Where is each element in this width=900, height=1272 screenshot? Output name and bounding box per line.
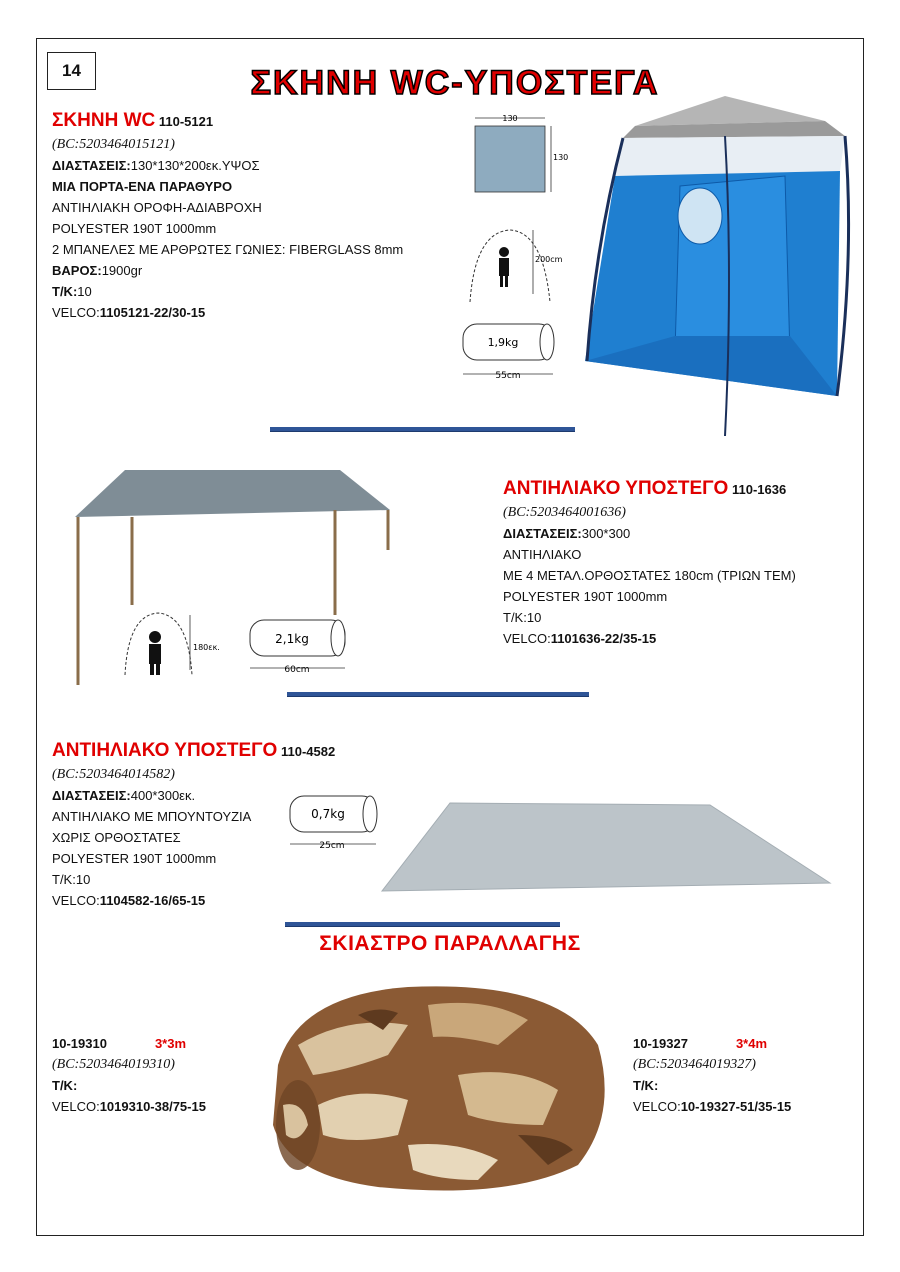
bag-length-label: 55cm — [495, 371, 521, 381]
product-code: 110-5121 — [158, 114, 214, 129]
shade-300-info — [503, 476, 796, 649]
feature: ΧΩΡΙΣ ΟΡΘΟΣΤΑΤΕΣ — [52, 830, 181, 845]
product-name: ΑΝΤΙΗΛΙΑΚΟ ΥΠΟΣΤΕΓΟ — [503, 478, 729, 499]
tk-label: Τ/Κ: — [503, 610, 527, 625]
tk-label: Τ/Κ: — [52, 284, 78, 299]
shade-400-image — [380, 795, 832, 895]
velco-label: VELCO: — [52, 1099, 100, 1114]
bag-length-label: 60cm — [284, 665, 310, 675]
feature: POLYESTER 190T 1000mm — [503, 589, 668, 604]
velco-value: 1104582-16/65-15 — [99, 893, 206, 908]
tk-value: 10 — [526, 610, 542, 625]
feature: ΜΕ 4 ΜΕΤΑΛ.ΟΡΘΟΣΤΑΤΕΣ 180cm (ΤΡΙΩΝ ΤΕΜ) — [503, 568, 796, 583]
tk-value: 10 — [75, 872, 91, 887]
section-divider — [287, 692, 589, 697]
tk-label: Τ/Κ: — [52, 872, 76, 887]
velco-label: VELCO: — [633, 1099, 681, 1114]
product-size: 3*3m — [154, 1036, 187, 1051]
product-name: ΣΚΗΝΗ WC — [52, 110, 156, 131]
weight-value: 1900gr — [101, 263, 143, 278]
bag-length-label: 25cm — [319, 841, 345, 851]
height-label: 200cm — [535, 255, 563, 264]
dims-label: ΔΙΑΣΤΑΣΕΙΣ: — [52, 158, 131, 173]
product-code: 10-19310 — [52, 1036, 107, 1051]
product-name: ΑΝΤΙΗΛΙΑΚΟ ΥΠΟΣΤΕΓΟ — [52, 740, 278, 761]
velco-value: 10-19327-51/35-15 — [680, 1099, 792, 1114]
feature: POLYESTER 190T 1000mm — [52, 221, 217, 236]
feature: ΑΝΤΙΗΛΙΑΚΟ ΜΕ ΜΠΟΥΝΤΟΥΖΙΑ — [52, 809, 252, 824]
product-code: 10-19327 — [633, 1036, 688, 1051]
velco-value: 1105121-22/30-15 — [99, 305, 206, 320]
velco-label: VELCO: — [52, 305, 100, 320]
barcode: (BC:5203464014582) — [52, 767, 175, 782]
wc-tent-info — [52, 108, 403, 323]
footprint-rect — [475, 126, 545, 192]
page-title: ΣΚΗΝΗ WC-ΥΠΟΣΤΕΓΑ — [250, 64, 660, 102]
tk-label: Τ/Κ: — [633, 1078, 659, 1093]
velco-value: 1101636-22/35-15 — [550, 631, 657, 646]
dims-value: 130*130*200εκ.ΥΨΟΣ — [130, 158, 260, 173]
velco-label: VELCO: — [503, 631, 551, 646]
feature: ΑΝΤΙΗΛΙΑΚΟ — [503, 547, 582, 562]
dims-value: 400*300εκ. — [130, 788, 196, 803]
bag-weight-label: 1,9kg — [487, 336, 519, 349]
barcode: (BC:5203464015121) — [52, 137, 175, 152]
feature: POLYESTER 190T 1000mm — [52, 851, 217, 866]
camo-section-title: ΣΚΙΑΣΤΡΟ ΠΑΡΑΛΛΑΓΗΣ — [319, 932, 581, 955]
dims-label: ΔΙΑΣΤΑΣΕΙΣ: — [503, 526, 582, 541]
page-number: 14 — [47, 52, 96, 90]
camo-right-info — [633, 1033, 791, 1117]
section-divider — [270, 427, 575, 432]
feature: ΑΝΤΙΗΛΙΑΚΗ ΟΡΟΦΗ-ΑΔΙΑΒΡΟΧΗ — [52, 200, 262, 215]
velco-value: 1019310-38/75-15 — [99, 1099, 206, 1114]
barcode: (BC:5203464001636) — [503, 505, 626, 520]
wc-tent-image — [575, 96, 860, 441]
bag-weight-label: 0,7kg — [311, 807, 345, 821]
bag-weight-label: 2,1kg — [275, 632, 309, 646]
product-code: 110-4582 — [280, 744, 336, 759]
footprint-width-label: 130 — [502, 114, 518, 123]
dims-value: 300*300 — [581, 526, 631, 541]
shade-400-bag-diagram — [282, 790, 382, 852]
camo-left-info — [52, 1033, 206, 1117]
product-size: 3*4m — [735, 1036, 768, 1051]
barcode: (BC:5203464019310) — [52, 1057, 175, 1072]
section-divider — [285, 922, 560, 927]
wc-tent-diagrams — [455, 112, 580, 382]
feature: ΜΙΑ ΠΟΡΤΑ-ΕΝΑ ΠΑΡΑΘΥΡΟ — [52, 179, 233, 194]
footprint-depth-label: 130 — [553, 153, 569, 162]
barcode: (BC:5203464019327) — [633, 1057, 756, 1072]
tk-label: Τ/Κ: — [52, 1078, 78, 1093]
product-code: 110-1636 — [731, 482, 787, 497]
weight-label: ΒΑΡΟΣ: — [52, 263, 102, 278]
dims-label: ΔΙΑΣΤΑΣΕΙΣ: — [52, 788, 131, 803]
feature: 2 ΜΠΑΝΕΛΕΣ ΜΕ ΑΡΘΡΩΤΕΣ ΓΩΝΙΕΣ: FIBERGLASS 8mm — [52, 242, 404, 257]
height-label: 180εκ. — [193, 643, 220, 652]
tk-value: 10 — [77, 284, 92, 299]
velco-label: VELCO: — [52, 893, 100, 908]
shade-300-image — [70, 465, 400, 690]
camo-net-image — [258, 975, 623, 1200]
